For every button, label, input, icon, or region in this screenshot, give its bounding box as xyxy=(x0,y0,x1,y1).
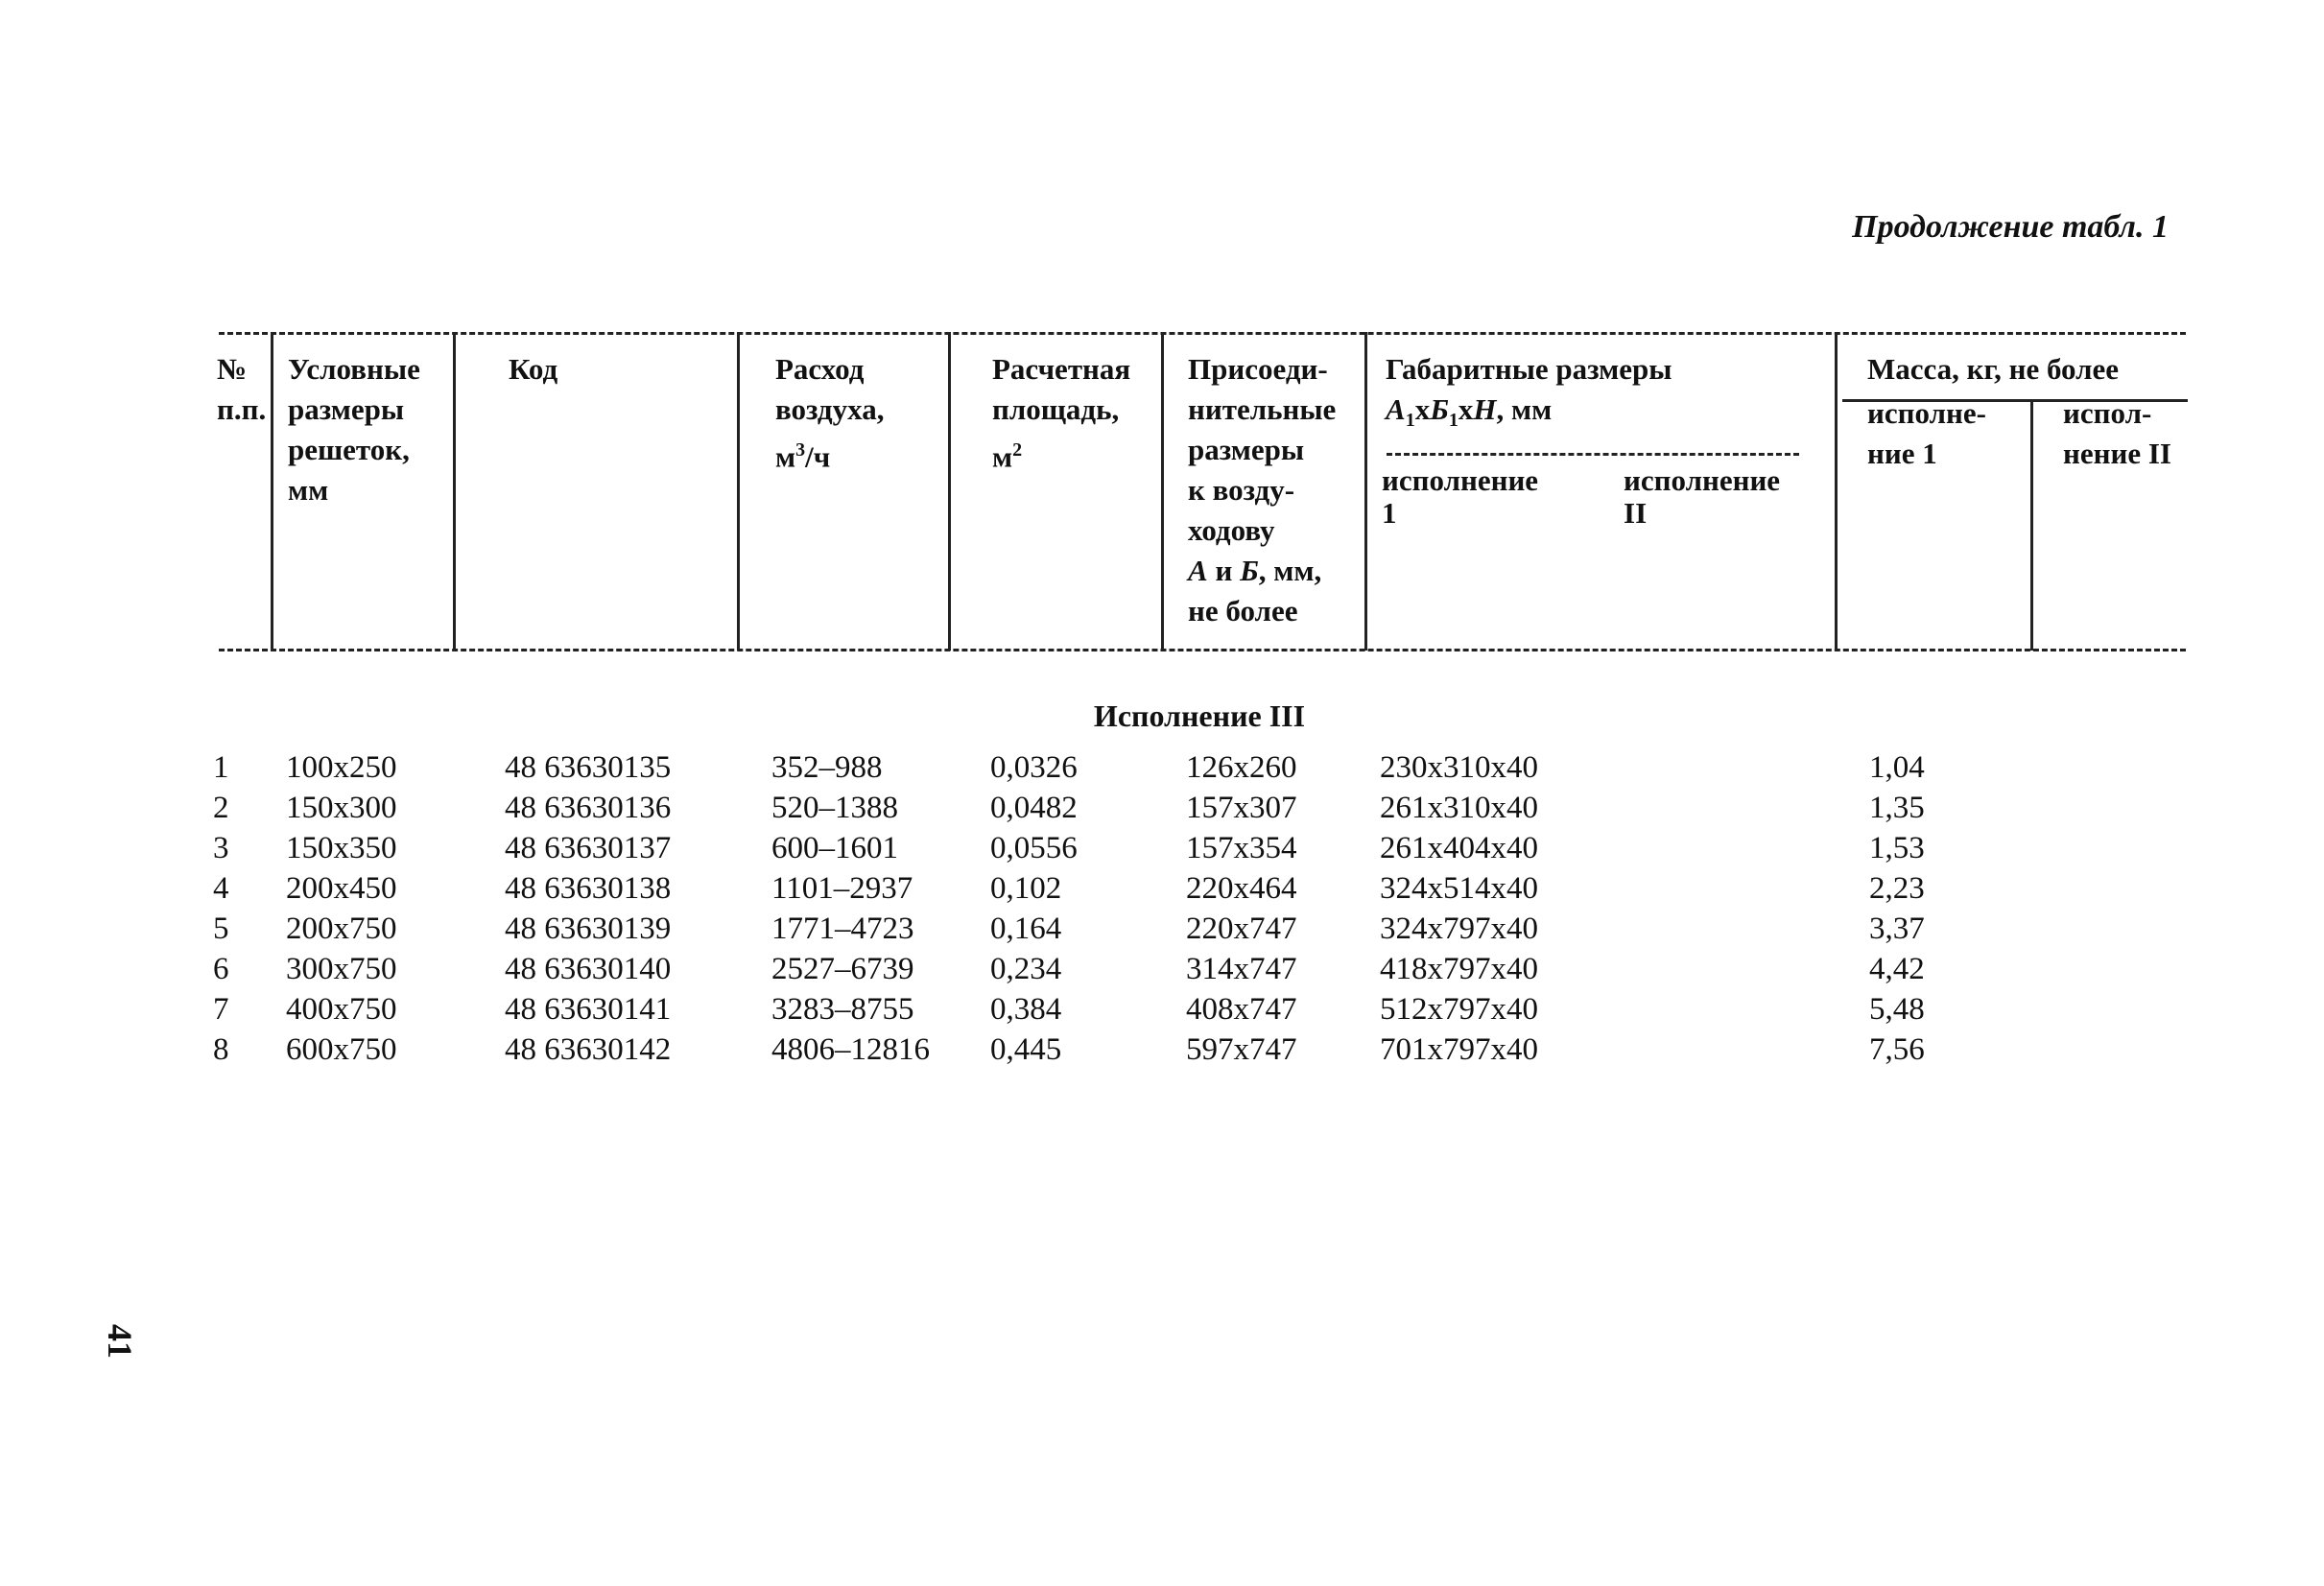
col-sep-7 xyxy=(1835,332,1838,651)
header-bottom-rule xyxy=(219,649,2186,651)
cell-code: 48 63630136 xyxy=(505,791,672,825)
cell-flow: 1771–4723 xyxy=(771,911,914,946)
header-flow xyxy=(775,349,884,477)
header-flow-sup: 3 xyxy=(795,439,806,461)
cell-num: 8 xyxy=(213,1032,229,1067)
col-sep-3 xyxy=(737,332,740,651)
table-row xyxy=(0,791,2324,831)
header-connection-max: не более xyxy=(1188,594,1298,627)
col-sep-8 xyxy=(2030,399,2033,651)
cell-size: 200x450 xyxy=(286,871,397,906)
cell-dims: 701x797x40 xyxy=(1380,1032,1538,1067)
cell-area: 0,384 xyxy=(990,992,1062,1027)
cell-dims: 230x310x40 xyxy=(1380,750,1538,785)
cell-size: 400x750 xyxy=(286,992,397,1027)
col-sep-5 xyxy=(1161,332,1164,651)
col-sep-1 xyxy=(271,332,273,651)
cell-mass: 4,42 xyxy=(1869,952,1925,986)
cell-connection: 314x747 xyxy=(1186,952,1297,986)
col-sep-2 xyxy=(453,332,456,651)
cell-connection: 408x747 xyxy=(1186,992,1297,1027)
cell-mass: 7,56 xyxy=(1869,1032,1925,1067)
cell-code: 48 63630137 xyxy=(505,831,672,865)
cell-code: 48 63630142 xyxy=(505,1032,672,1067)
section-title: Исполнение III xyxy=(1093,698,1306,733)
cell-area: 0,445 xyxy=(990,1032,1062,1067)
cell-num: 5 xyxy=(213,911,229,946)
cell-area: 0,0326 xyxy=(990,750,1078,785)
page-number: 41 xyxy=(101,1324,139,1359)
header-connection-label: Присоеди- нительные размеры к возду- ходову xyxy=(1188,352,1337,547)
cell-code: 48 63630141 xyxy=(505,992,672,1027)
cell-area: 0,0556 xyxy=(990,831,1078,865)
cell-mass: 5,48 xyxy=(1869,992,1925,1027)
cell-area: 0,0482 xyxy=(990,791,1078,825)
cell-mass: 2,23 xyxy=(1869,871,1925,906)
cell-code: 48 63630138 xyxy=(505,871,672,906)
table-row xyxy=(0,992,2324,1032)
header-mass-variant-1: исполне- ние 1 xyxy=(1867,396,1986,470)
table-row xyxy=(0,831,2324,871)
cell-size: 300x750 xyxy=(286,952,397,986)
header-flow-unit: м xyxy=(775,439,796,474)
cell-code: 48 63630135 xyxy=(505,750,672,785)
cell-num: 2 xyxy=(213,791,229,825)
header-dims-variant-1: исполнение 1 xyxy=(1382,463,1539,530)
col-sep-6 xyxy=(1364,332,1367,651)
header-dims-variant-2: исполнение II xyxy=(1624,463,1781,530)
cell-connection: 220x747 xyxy=(1186,911,1297,946)
header-connection-mm: , мм, xyxy=(1258,554,1322,587)
cell-area: 0,234 xyxy=(990,952,1062,986)
table-row xyxy=(0,952,2324,992)
cell-size: 100x250 xyxy=(286,750,397,785)
header-dims-a-sub: 1 xyxy=(1405,410,1415,432)
header-area xyxy=(992,349,1130,477)
cell-num: 1 xyxy=(213,750,229,785)
cell-dims: 324x514x40 xyxy=(1380,871,1538,906)
cell-dims: 261x404x40 xyxy=(1380,831,1538,865)
header-connection-b: Б xyxy=(1240,554,1259,587)
header-dims-b: Б xyxy=(1430,392,1449,426)
cell-flow: 2527–6739 xyxy=(771,952,914,986)
header-top-rule xyxy=(219,332,2186,335)
cell-connection: 157x354 xyxy=(1186,831,1297,865)
cell-flow: 600–1601 xyxy=(771,831,898,865)
cell-area: 0,102 xyxy=(990,871,1062,906)
table-row xyxy=(0,750,2324,791)
table-row xyxy=(0,1032,2324,1073)
header-area-label: Расчетная площадь, xyxy=(992,352,1131,426)
dims-sub-rule xyxy=(1387,453,1799,456)
cell-size: 150x350 xyxy=(286,831,397,865)
header-area-sup: 2 xyxy=(1012,439,1023,461)
cell-dims: 261x310x40 xyxy=(1380,791,1538,825)
cell-size: 150x300 xyxy=(286,791,397,825)
cell-mass: 1,53 xyxy=(1869,831,1925,865)
header-size: Условные размеры решеток, мм xyxy=(288,352,420,507)
cell-flow: 4806–12816 xyxy=(771,1032,930,1067)
cell-area: 0,164 xyxy=(990,911,1062,946)
cell-connection: 126x260 xyxy=(1186,750,1297,785)
cell-dims: 512x797x40 xyxy=(1380,992,1538,1027)
cell-flow: 352–988 xyxy=(771,750,883,785)
cell-num: 4 xyxy=(213,871,229,906)
header-dims-x2: х xyxy=(1458,392,1474,426)
header-connection xyxy=(1188,349,1336,631)
cell-dims: 324x797x40 xyxy=(1380,911,1538,946)
header-num: № п.п. xyxy=(217,352,267,426)
cell-mass: 1,35 xyxy=(1869,791,1925,825)
table-caption: Продолжение табл. 1 xyxy=(1852,209,2169,245)
table-row xyxy=(0,871,2324,911)
table-row xyxy=(0,911,2324,952)
cell-mass: 1,04 xyxy=(1869,750,1925,785)
header-dims-mm: , мм xyxy=(1496,392,1553,426)
cell-connection: 157x307 xyxy=(1186,791,1297,825)
cell-flow: 3283–8755 xyxy=(771,992,914,1027)
col-sep-4 xyxy=(948,332,951,651)
cell-code: 48 63630140 xyxy=(505,952,672,986)
cell-flow: 520–1388 xyxy=(771,791,898,825)
cell-code: 48 63630139 xyxy=(505,911,672,946)
header-area-unit: м xyxy=(992,439,1013,474)
cell-mass: 3,37 xyxy=(1869,911,1925,946)
header-mass-variant-2: испол- нение II xyxy=(2063,396,2171,470)
cell-flow: 1101–2937 xyxy=(771,871,913,906)
header-flow-label: Расход воздуха, xyxy=(775,352,885,426)
header-connection-a: А xyxy=(1188,554,1208,587)
header-dims-label: Габаритные размеры xyxy=(1386,352,1672,386)
cell-size: 200x750 xyxy=(286,911,397,946)
cell-size: 600x750 xyxy=(286,1032,397,1067)
table-body xyxy=(0,750,2324,1073)
cell-num: 7 xyxy=(213,992,229,1027)
header-flow-unit2: /ч xyxy=(805,439,831,474)
header-dims-x1: х xyxy=(1414,392,1431,426)
cell-connection: 597x747 xyxy=(1186,1032,1297,1067)
cell-dims: 418x797x40 xyxy=(1380,952,1538,986)
header-dims xyxy=(1386,349,1672,440)
header-dims-h: Н xyxy=(1473,392,1497,426)
header-code: Код xyxy=(509,352,558,386)
cell-connection: 220x464 xyxy=(1186,871,1297,906)
cell-num: 3 xyxy=(213,831,229,865)
header-dims-a: А xyxy=(1386,392,1406,426)
cell-num: 6 xyxy=(213,952,229,986)
header-connection-and: и xyxy=(1215,554,1233,587)
header-mass: Масса, кг, не более xyxy=(1867,352,2120,386)
header-dims-b-sub: 1 xyxy=(1448,410,1458,432)
